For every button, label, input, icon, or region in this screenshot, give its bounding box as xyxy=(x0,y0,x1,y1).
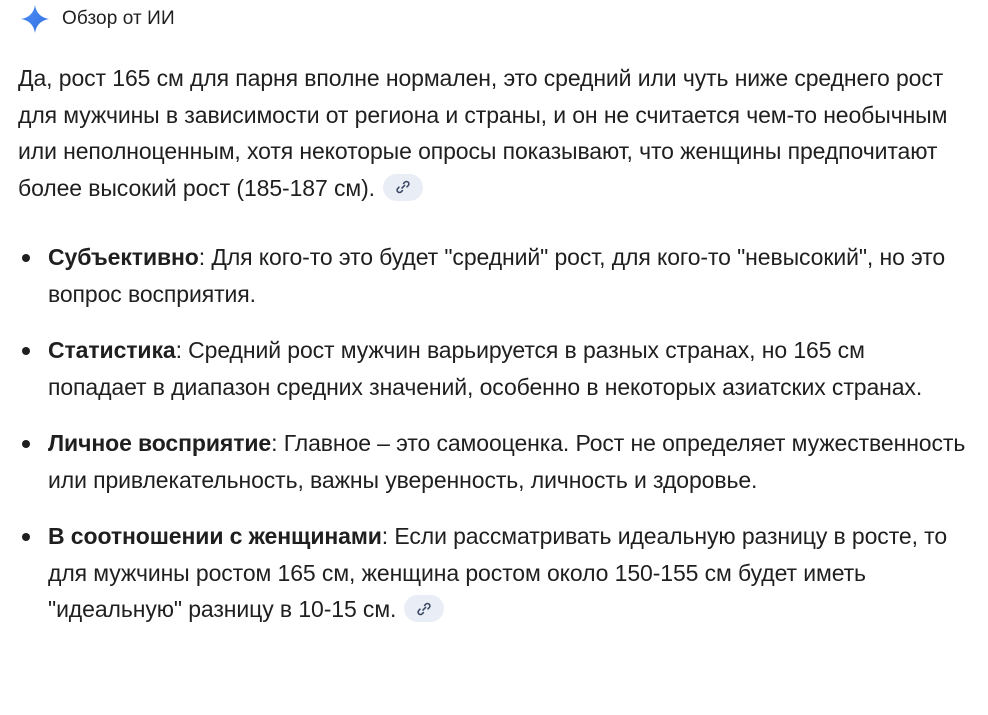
list-item xyxy=(18,332,968,405)
header-title: Обзор от ИИ xyxy=(62,8,175,29)
list-item xyxy=(18,425,968,498)
ai-overview-header xyxy=(20,4,175,34)
point-term: Субъективно xyxy=(48,244,199,270)
point-term: Личное восприятие xyxy=(48,430,272,456)
points-list xyxy=(18,239,968,628)
link-icon xyxy=(416,601,432,617)
list-item xyxy=(18,239,968,312)
source-link-button[interactable] xyxy=(404,595,444,622)
point-text: : Если рассматривать идеальную разницу в росте, то для мужчины ростом 165 см, женщина ростом около 150-155 см будет иметь "идеальную" разницу в 10-15 см. xyxy=(48,523,948,622)
bullet xyxy=(22,347,30,355)
sparkle-icon xyxy=(20,4,50,34)
source-link-button[interactable] xyxy=(383,174,423,201)
point-text: : Для кого-то это будет "средний" рост, для кого-то "невысокий", но это вопрос восприятия. xyxy=(48,244,946,307)
bullet xyxy=(22,533,30,541)
list-item xyxy=(18,518,968,628)
overview-content xyxy=(18,60,968,648)
link-icon xyxy=(395,179,411,195)
point-text: : Главное – это самооценка. Рост не определяет мужественность или привлекательность, важны уверенность, личность и здоровье. xyxy=(48,430,966,493)
bullet xyxy=(22,440,30,448)
point-term: Статистика xyxy=(48,337,176,363)
point-term: В соотношении с женщинами xyxy=(48,523,382,549)
intro-paragraph xyxy=(18,60,968,206)
bullet xyxy=(22,254,30,262)
point-text: : Средний рост мужчин варьируется в разных странах, но 165 см попадает в диапазон средних значений, особенно в некоторых азиатских странах. xyxy=(48,337,923,400)
intro-text: Да, рост 165 см для парня вполне нормален, это средний или чуть ниже среднего рост для мужчины в зависимости от региона и страны, и он не считается чем-то необычным или неполноценным, хотя некоторые опросы показывают, что женщины предпочитают более высокий рост (185-187 см). xyxy=(18,65,948,201)
